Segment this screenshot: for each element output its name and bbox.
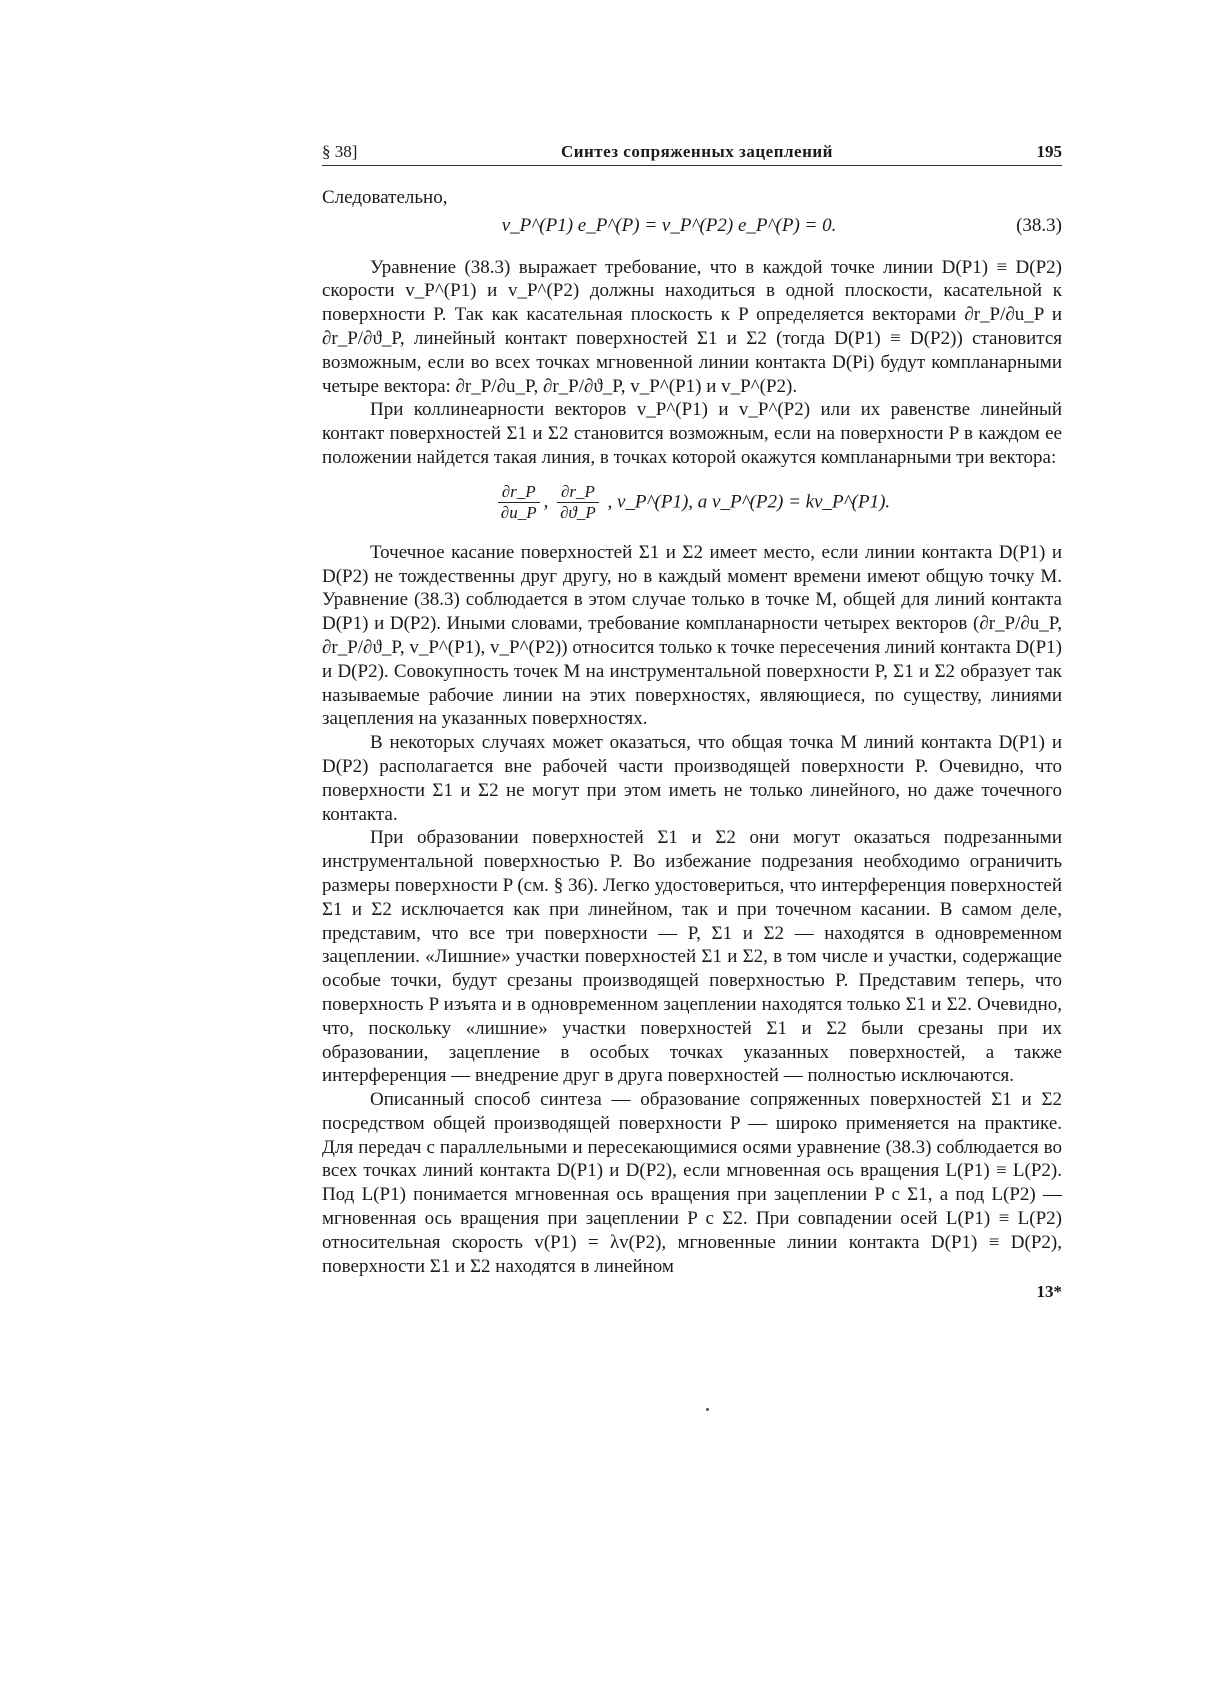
body-text (322, 186, 1062, 1278)
paragraph-1: Уравнение (38.3) выражает требование, что в каждой точке линии D(P1) ≡ D(P2) скорости v_P^(P1) и v_P^(P2) должны находиться в одной плоскости, касательной к поверхности P. Так как касательная плоскость к P определяется векторами ∂r_P/∂u_P и ∂r_P/∂ϑ_P, линейный контакт поверхностей Σ1 и Σ2 (тогда D(P1) ≡ D(P2)) становится возможным, если во всех точках мгновенной линии контакта D(Pi) будут компланарными четыре вектора: ∂r_P/∂u_P, ∂r_P/∂ϑ_P, v_P^(P1) и v_P^(P2). (322, 256, 1062, 397)
paragraph-intro: Следовательно, (322, 187, 448, 208)
formula-coplanar-vectors: $\frac{\partial r\_P}{\partial u\_P}$ , $\frac{\partial r\_P}{\partial ϑ\_P}$ , v_P^(P1), а v_P^(P2) = kv_P^(P1). (322, 482, 1062, 523)
fraction-2-denominator: ∂ϑ_P (560, 502, 596, 522)
equation-content: v_P^(P1) e_P^(P) = v_P^(P2) e_P^(P) = 0. (501, 214, 837, 236)
paragraph-4: В некоторых случаях может оказаться, что общая точка M линий контакта D(P1) и D(P2) располагается вне рабочей части производящей поверхности P. Очевидно, что поверхности Σ1 и Σ2 не могут при этом иметь не только линейного, но даже точечного контакта. (322, 732, 1062, 825)
paragraph-6: Описанный способ синтеза — образование сопряженных поверхностей Σ1 и Σ2 посредством общей производящей поверхности P — широко применяется на практике. Для передач с параллельными и пересекающимися осями уравнение (38.3) соблюдается во всех точках линий контакта D(P1) и D(P2), если мгновенная ось вращения L(P1) ≡ L(P2). Под L(P1) понимается мгновенная ось вращения при зацеплении P с Σ1, а под L(P2) — мгновенная ось вращения при зацеплении P с Σ2. При совпадении осей L(P1) ≡ L(P2) относительная скорость v(P1) = λv(P2), мгновенные линии контакта D(P1) ≡ D(P2), поверхности Σ1 и Σ2 находятся в линейном (322, 1089, 1062, 1277)
equation-38-3 (322, 214, 1062, 238)
fraction-1 (498, 482, 540, 523)
scan-speck (706, 1408, 709, 1411)
page-number: 195 (1036, 142, 1062, 161)
equation-number: (38.3) (1016, 214, 1062, 236)
text-column (322, 142, 1062, 1302)
section-marker: § 38] (322, 142, 358, 161)
signature-mark: 13* (1036, 1282, 1062, 1302)
formula-tail: , v_P^(P1), а v_P^(P2) = kv_P^(P1). (607, 491, 891, 513)
paragraph-2: При коллинеарности векторов v_P^(P1) и v_P^(P2) или их равенстве линейный контакт поверхностей Σ1 и Σ2 становится возможным, если на поверхности P в каждом ее положении найдется такая линия, в точках которой окажутся компланарными три вектора: (322, 399, 1062, 468)
fraction-2 (557, 482, 599, 523)
fraction-1-numerator: ∂r_P (498, 482, 540, 503)
fraction-1-denominator: ∂u_P (500, 502, 537, 522)
paragraph-3: Точечное касание поверхностей Σ1 и Σ2 имеет место, если линии контакта D(P1) и D(P2) не тождественны друг другу, но в каждый момент времени имеют общую точку M. Уравнение (38.3) соблюдается в этом случае только в точке M, общей для линий контакта D(P1) и D(P2). Иными словами, требование компланарности четырех векторов (∂r_P/∂u_P, ∂r_P/∂ϑ_P, v_P^(P1), v_P^(P2)) относится только к точке пересечения линий контакта D(P1) и D(P2). Совокупность точек M на инструментальной поверхности P, Σ1 и Σ2 образует так называемые рабочие линии на этих поверхностях, являющиеся, по существу, линиями зацепления на указанных поверхностях. (322, 541, 1062, 730)
running-title: Синтез сопряженных зацеплений (560, 142, 833, 161)
running-head (322, 142, 1062, 166)
fraction-2-numerator: ∂r_P (557, 482, 599, 503)
paragraph-5: При образовании поверхностей Σ1 и Σ2 они могут оказаться подрезанными инструментальной поверхностью P. Во избежание подрезания необходимо ограничить размеры поверхности P (см. § 36). Легко удостовериться, что интерференция поверхностей Σ1 и Σ2 исключается как при линейном, так и при точечном касании. В самом деле, представим, что все три поверхности — P, Σ1 и Σ2 — находятся в одновременном зацеплении. «Лишние» участки поверхностей Σ1 и Σ2, в том числе и участки, содержащие особые точки, будут срезаны производящей поверхностью P. Представим теперь, что поверхность P изъята и в одновременном зацеплении находятся только Σ1 и Σ2. Очевидно, что, поскольку «лишние» участки поверхностей Σ1 и Σ2 были срезаны при их образовании, зацепление в особых точках указанных поверхностей, а также интерференция — внедрение друг в друга поверхностей — полностью исключаются. (322, 827, 1062, 1087)
